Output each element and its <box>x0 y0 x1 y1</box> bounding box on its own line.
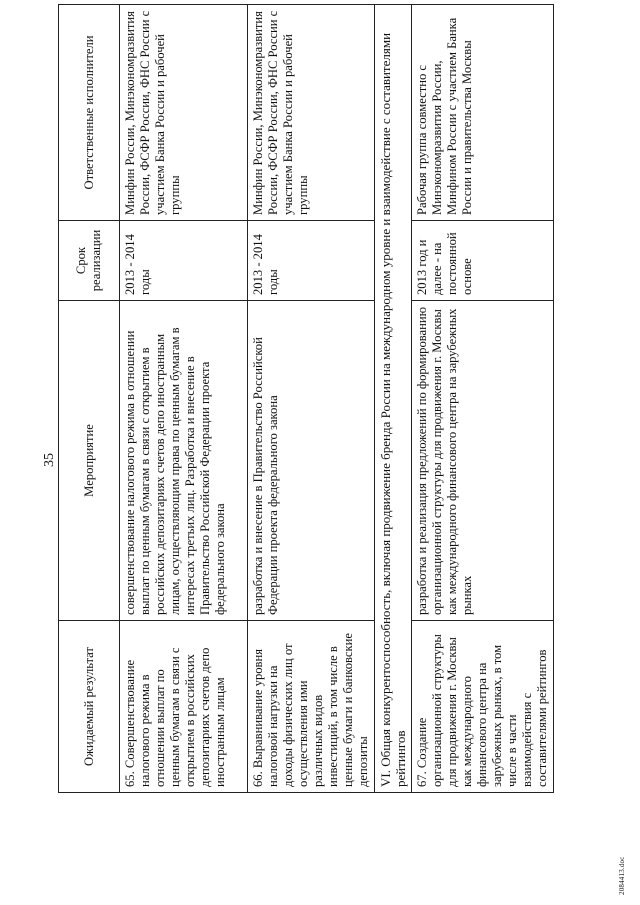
table-row <box>248 5 375 793</box>
table-row <box>412 5 554 793</box>
table-header-row <box>59 5 120 793</box>
header-expected-result: Ожидаемый результат <box>59 621 120 793</box>
cell-executors: Минфин России, Минэкономразвития России, ФСФР России, ФНС России с участием Банка России и рабочей группы <box>248 5 375 221</box>
cell-term: 2013 год и далее - на постоянной основе <box>412 221 554 301</box>
cell-result: 66. Выравнивание уровня налоговой нагрузки на доходы физических лиц от осуществления ими различных видов инвестиций, в том числе в ценные бумаги и банковские депозиты <box>248 621 375 793</box>
cell-term: 2013 - 2014 годы <box>248 221 375 301</box>
cell-measure: разработка и реализация предложений по формированию организационной структуры для продвижения г. Москвы как международного финансового центра на зарубежных рынках <box>412 301 554 621</box>
cell-term: 2013 - 2014 годы <box>120 221 248 301</box>
cell-measure: совершенствование налогового режима в отношении выплат по ценным бумагам в связи с открытием в российских депозитариях счетов депо иностранным лицам, осуществляющим права по ценным бумагам в интересах третьих лиц. Разработка и внесение в Правительство Российской Федерации проекта федерального закона <box>120 301 248 621</box>
page-number: 35 <box>42 453 57 467</box>
section-heading-row <box>375 5 412 793</box>
action-plan-table <box>58 4 554 793</box>
document-file-code: 2084413.doc <box>618 856 626 895</box>
cell-measure: разработка и внесение в Правительство Российской Федерации проекта федерального закона <box>248 301 375 621</box>
cell-result: 67. Создание организационной структуры для продвижения г. Москвы как международного финансового центра на зарубежных рынках, в том числе в части взаимодействия с составителями рейтингов <box>412 621 554 793</box>
header-measure: Мероприятие <box>59 301 120 621</box>
cell-executors: Минфин России, Минэкономразвития России, ФСФР России, ФНС России с участием Банка России и рабочей группы <box>120 5 248 221</box>
header-term: Срок реализации <box>59 221 120 301</box>
cell-result: 65. Совершенствование налогового режима в отношении выплат по ценным бумагам в связи с открытием в российских депозитариях счетов депо иностранным лицам <box>120 621 248 793</box>
cell-executors: Рабочая группа совместно с Минэкономразвития России, Минфином России с участием Банка России и правительства Москвы <box>412 5 554 221</box>
header-executors: Ответственные исполнители <box>59 5 120 221</box>
table-row <box>120 5 248 793</box>
section-title: VI. Общая конкурентоспособность, включая продвижение бренда России на международном уровне и взаимодействие с составителями рейтингов <box>375 5 412 793</box>
